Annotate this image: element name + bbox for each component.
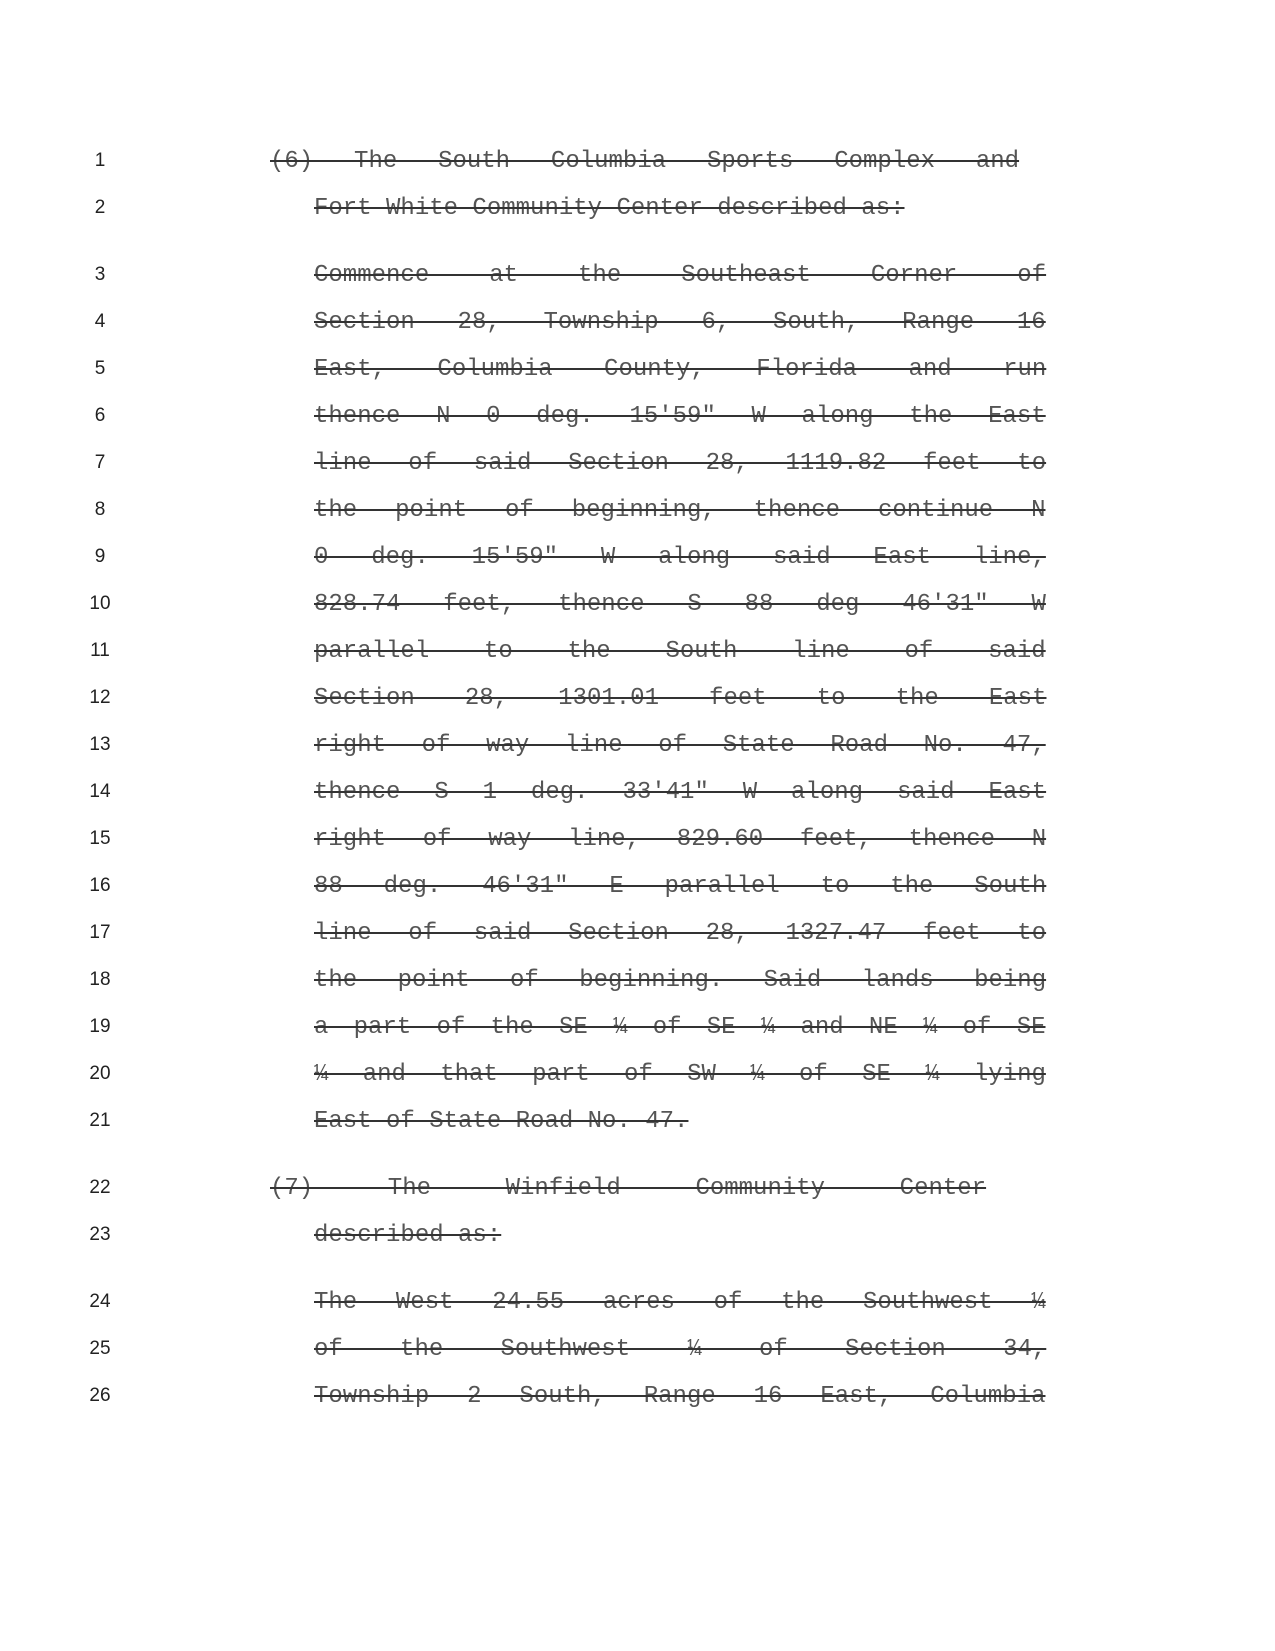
struck-text: Township 2 South, Range 16 East, Columbia (314, 1383, 1046, 1410)
line-number: 18 (89, 969, 111, 990)
line-20 (0, 1055, 1275, 1095)
line-6 (0, 397, 1275, 437)
line-number: 26 (89, 1385, 111, 1406)
struck-text: the point of beginning. Said lands being (314, 967, 1047, 994)
struck-text: 828.74 feet, thence S 88 deg 46′31″ W (314, 591, 1046, 618)
struck-text: right of way line of State Road No. 47, (314, 732, 1046, 759)
struck-text: right of way line, 829.60 feet, thence N (314, 826, 1047, 853)
line-13 (0, 726, 1275, 766)
line-number: 11 (90, 640, 110, 661)
line-number: 17 (89, 922, 111, 943)
line-15 (0, 820, 1275, 860)
line-number: 10 (89, 593, 111, 614)
line-9 (0, 538, 1275, 578)
line-number: 7 (94, 452, 106, 473)
line-number: 8 (94, 499, 106, 520)
line-number: 16 (89, 875, 111, 896)
line-number: 1 (94, 150, 106, 171)
struck-text: ¼ and that part of SW ¼ of SE ¼ lying (314, 1061, 1046, 1088)
line-number: 13 (89, 734, 111, 755)
line-number: 20 (89, 1063, 111, 1084)
line-number: 21 (89, 1110, 111, 1131)
line-17 (0, 914, 1275, 954)
line-14 (0, 773, 1275, 813)
line-8 (0, 491, 1275, 531)
line-number: 5 (94, 358, 106, 379)
line-number: 25 (89, 1338, 111, 1359)
line-18 (0, 961, 1275, 1001)
line-23 (0, 1216, 1275, 1256)
line-16 (0, 867, 1275, 907)
line-26 (0, 1377, 1275, 1417)
struck-text: the point of beginning, thence continue N (314, 497, 1046, 524)
line-number: 4 (94, 311, 106, 332)
struck-text: Section 28, 1301.01 feet to the East (314, 685, 1047, 712)
line-21 (0, 1102, 1275, 1142)
line-22 (0, 1169, 1275, 1209)
struck-text: a part of the SE ¼ of SE ¼ and NE ¼ of SE (314, 1014, 1046, 1041)
line-5 (0, 350, 1275, 390)
struck-text: Commence at the Southeast Corner of (314, 262, 1047, 289)
line-12 (0, 679, 1275, 719)
line-number: 22 (89, 1177, 111, 1198)
struck-text: 88 deg. 46′31″ E parallel to the South (314, 873, 1047, 900)
struck-text: Fort White Community Center described as: (314, 195, 905, 222)
line-11 (0, 632, 1275, 672)
line-number: 6 (94, 405, 106, 426)
struck-text: parallel to the South line of said (314, 638, 1046, 665)
struck-text: East of State Road No. 47. (314, 1108, 689, 1135)
line-7 (0, 444, 1275, 484)
struck-text: (7) The Winfield Community Center (270, 1175, 987, 1202)
struck-text: (6) The South Columbia Sports Complex and (270, 148, 1020, 175)
line-2 (0, 189, 1275, 229)
struck-text: line of said Section 28, 1119.82 feet to (314, 450, 1047, 477)
line-number: 15 (89, 828, 111, 849)
line-number: 12 (89, 687, 111, 708)
line-10 (0, 585, 1275, 625)
line-3 (0, 256, 1275, 296)
struck-text: 0 deg. 15′59″ W along said East line, (314, 544, 1046, 571)
line-number: 14 (89, 781, 111, 802)
struck-text: described as: (314, 1222, 502, 1249)
line-number: 24 (89, 1291, 111, 1312)
struck-text: thence S 1 deg. 33′41″ W along said East (314, 779, 1047, 806)
struck-text: line of said Section 28, 1327.47 feet to (314, 920, 1047, 947)
line-number: 2 (94, 197, 106, 218)
line-19 (0, 1008, 1275, 1048)
struck-text: East, Columbia County, Florida and run (314, 356, 1047, 383)
line-24 (0, 1283, 1275, 1323)
line-1 (0, 142, 1275, 182)
line-number: 19 (89, 1016, 111, 1037)
struck-text: The West 24.55 acres of the Southwest ¼ (314, 1289, 1046, 1316)
line-number: 9 (94, 546, 106, 567)
line-25 (0, 1330, 1275, 1370)
line-4 (0, 303, 1275, 343)
line-number: 23 (89, 1224, 111, 1245)
struck-text: of the Southwest ¼ of Section 34, (314, 1336, 1047, 1363)
struck-text: Section 28, Township 6, South, Range 16 (314, 309, 1046, 336)
line-number: 3 (94, 264, 106, 285)
struck-text: thence N 0 deg. 15′59″ W along the East (314, 403, 1046, 430)
